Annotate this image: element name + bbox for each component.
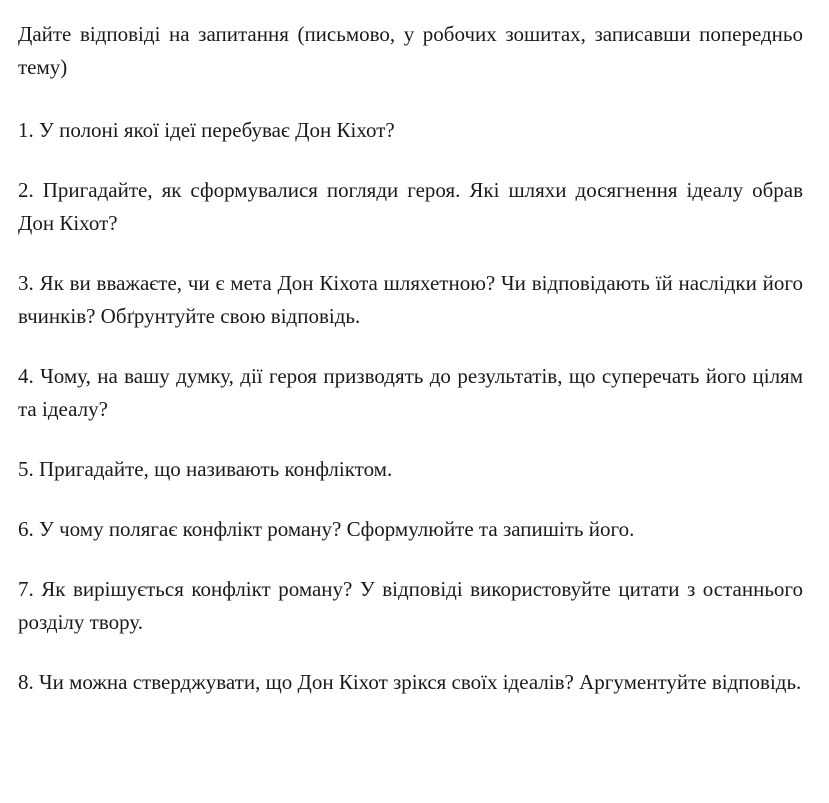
question-8: 8. Чи можна стверджувати, що Дон Кіхот зрікся своїх ідеалів? Аргументуйте відповідь. — [18, 670, 802, 694]
intro-instruction: Дайте відповіді на запитання (письмово, у робочих зошитах, записавши попередньо тему) — [18, 22, 803, 79]
question-4: 4. Чому, на вашу думку, дії героя призводять до результатів, що суперечать його цілям та ідеалу? — [18, 364, 803, 421]
question-7: 7. Як вирішується конфлікт роману? У відповіді використовуйте цитати з останнього розділу твору. — [18, 577, 803, 634]
question-2: 2. Пригадайте, як сформувалися погляди героя. Які шляхи досягнення ідеалу обрав Дон Кіхот? — [18, 178, 803, 235]
question-1: 1. У полоні якої ідеї перебуває Дон Кіхот? — [18, 118, 395, 142]
question-5: 5. Пригадайте, що називають конфліктом. — [18, 457, 393, 481]
question-6: 6. У чому полягає конфлікт роману? Сформулюйте та запишіть його. — [18, 517, 635, 541]
question-3: 3. Як ви вважаєте, чи є мета Дон Кіхота шляхетною? Чи відповідають їй наслідки його вчинків? Обґрунтуйте свою відповідь. — [18, 271, 803, 328]
